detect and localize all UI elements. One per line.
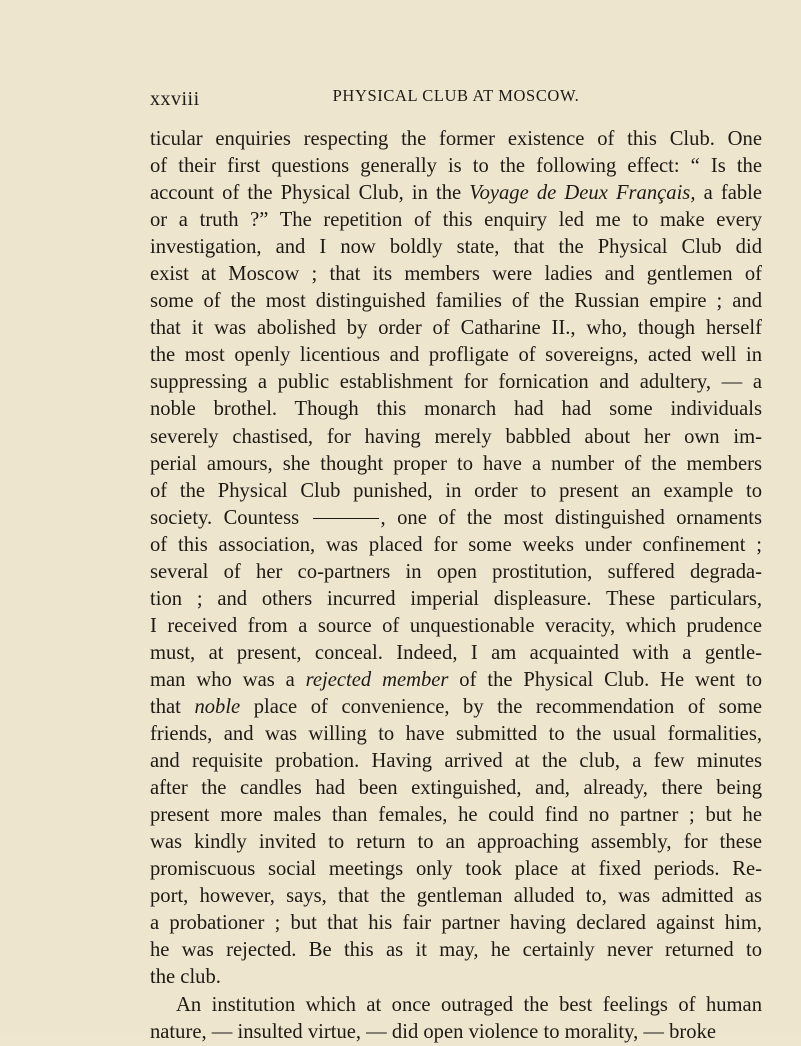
text-line: suppressing a public establishment for fornication and adultery, — a <box>150 371 762 394</box>
text-line: after the candles had been extinguished, and, already, there being <box>150 777 762 800</box>
text-line: some of the most distinguished families of the Russian empire ; and <box>150 290 762 313</box>
text-line: several of her co-partners in open prostitution, suffered degrada- <box>150 560 762 583</box>
text-line: investigation, and I now boldly state, that the Physical Club did <box>150 236 762 259</box>
text-line: friends, and was willing to have submitted to the usual formalities, <box>150 723 762 746</box>
page-header <box>150 84 762 108</box>
text-line: port, however, says, that the gentleman alluded to, was admitted as <box>150 885 762 908</box>
italic-phrase: rejected member <box>305 668 449 691</box>
text-line: nature, — insulted virtue, — did open violence to morality, — broke <box>150 1020 717 1043</box>
text-line: the club. <box>150 966 221 989</box>
text-line: man who was a rejected member of the Physical Club. He went to <box>150 668 762 691</box>
italic-phrase: Voyage de Deux Français, <box>469 182 696 205</box>
text-line: severely chastised, for having merely babbled about her own im- <box>150 425 762 448</box>
text-line: An institution which at once outraged the best feelings of human <box>176 993 762 1016</box>
text-line: must, at present, conceal. Indeed, I am acquainted with a gentle- <box>150 641 762 664</box>
text-line: present more males than females, he could find no partner ; but he <box>150 804 762 827</box>
text-line: the most openly licentious and profligate of sovereigns, acted well in <box>150 344 762 367</box>
text-line: ticular enquiries respecting the former existence of this Club. One <box>150 128 762 150</box>
body-text <box>150 126 762 1046</box>
text-line: a probationer ; but that his fair partner having declared against him, <box>150 912 762 935</box>
text-line: or a truth ?” The repetition of this enquiry led me to make every <box>150 209 762 232</box>
text-line: noble brothel. Though this monarch had had some individuals <box>150 398 762 421</box>
text-line: tion ; and others incurred imperial displeasure. These particulars, <box>150 587 762 610</box>
text-line: that noble place of convenience, by the recommendation of some <box>150 695 762 718</box>
page-number: xxviii <box>150 88 200 110</box>
text-line: account of the Physical Club, in the Voyage de Deux Français, a fable <box>150 182 762 205</box>
running-head: PHYSICAL CLUB AT MOSCOW. <box>332 86 580 105</box>
text-line: I received from a source of unquestionable veracity, which prudence <box>150 614 762 637</box>
redacted-name-dash <box>313 518 379 519</box>
text-line: of their first questions generally is to the following effect: “ Is the <box>150 155 762 178</box>
text-line: of the Physical Club punished, in order to present an example to <box>150 479 762 502</box>
text-line: promiscuous social meetings only took place at fixed periods. Re- <box>150 858 762 881</box>
text-line: and requisite probation. Having arrived at the club, a few minutes <box>150 750 762 773</box>
text-line: was kindly invited to return to an approaching assembly, for these <box>150 831 762 854</box>
text-line: perial amours, she thought proper to have a number of the members <box>150 452 762 475</box>
text-line: he was rejected. Be this as it may, he certainly never returned to <box>150 939 762 962</box>
text-line: that it was abolished by order of Catharine II., who, though herself <box>150 317 762 340</box>
italic-phrase: noble <box>194 695 241 718</box>
text-line: exist at Moscow ; that its members were ladies and gentlemen of <box>150 263 762 286</box>
text-line: society. Countess , one of the most distinguished ornaments <box>150 506 762 529</box>
text-line: of this association, was placed for some weeks under confinement ; <box>150 533 762 556</box>
